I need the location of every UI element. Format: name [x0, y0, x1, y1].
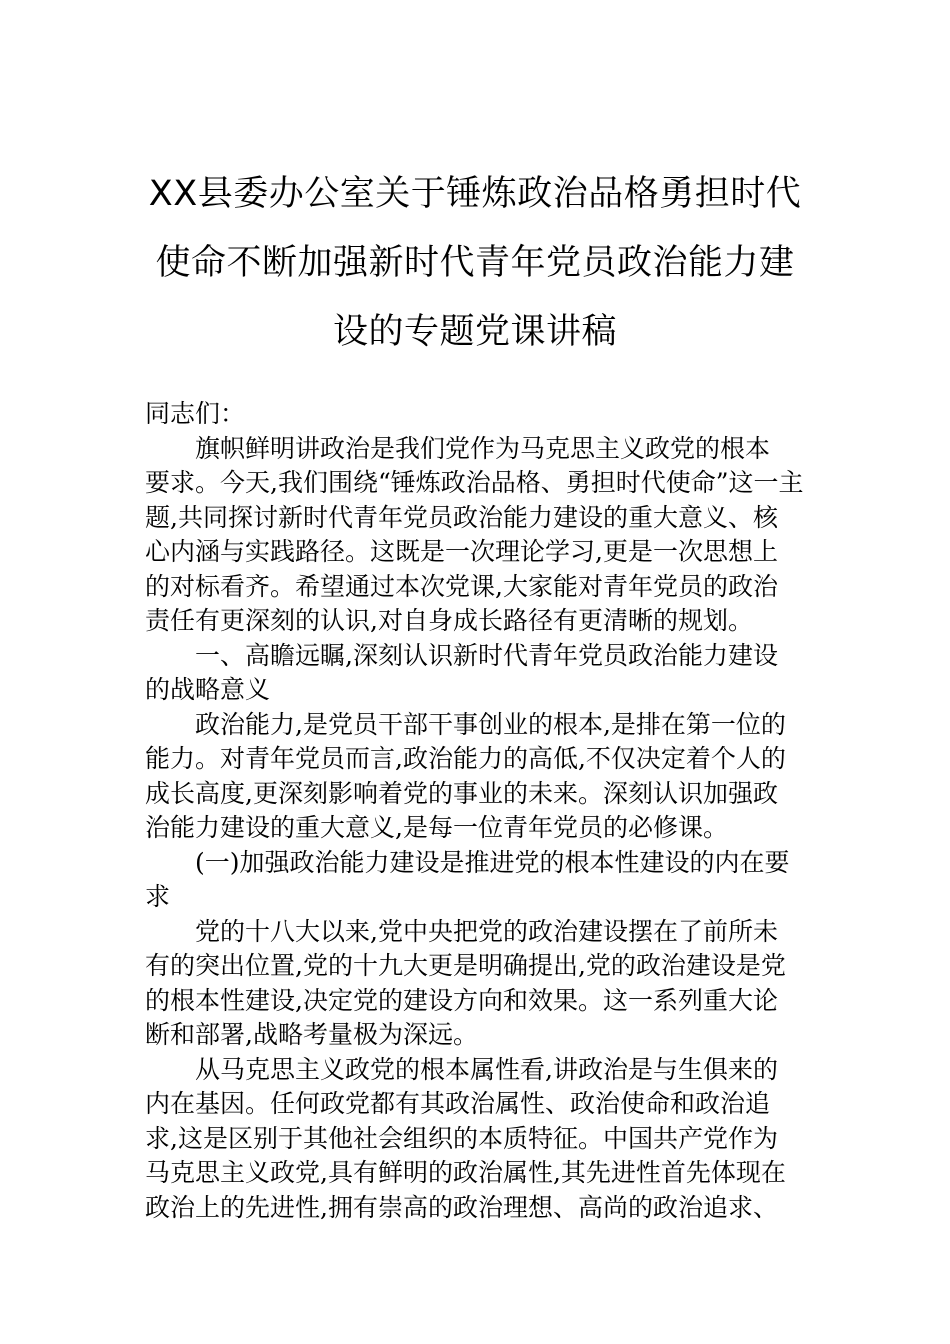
paragraph-line: 从马克思主义政党的根本属性看,讲政治是与生俱来的 [195, 1054, 778, 1084]
paragraph-line: 内在基因。任何政党都有其政治属性、政治使命和政治追 [145, 1089, 771, 1118]
title-line: 设的专题党课讲稿 [332, 312, 617, 352]
section-heading-line: 的战略意义 [145, 675, 271, 704]
paragraph-line: 断和部署,战略考量极为深远。 [145, 1020, 478, 1049]
paragraph-line: 马克思主义政党,具有鲜明的政治属性,其先进性首先体现在 [145, 1158, 786, 1187]
paragraph-line: 政治能力,是党员干部干事创业的根本,是排在第一位的 [195, 709, 786, 739]
salutation: 同志们： [145, 399, 246, 428]
paragraph-line: 政治上的先进性,拥有崇高的政治理想、高尚的政治追求、 [145, 1192, 778, 1222]
subsection-heading-line: 求 [145, 882, 171, 911]
title-line: XX县委办公室关于锤炼政治品格勇担时代 [148, 174, 802, 214]
paragraph-line: 成长高度,更深刻影响着党的事业的未来。深刻认识加强政 [145, 778, 778, 808]
paragraph-line: 责任有更深刻的认识,对自身成长路径有更清晰的规划。 [145, 606, 753, 635]
paragraph-line: 心内涵与实践路径。这既是一次理论学习,更是一次思想上 [145, 537, 778, 566]
paragraph-line: 的根本性建设,决定党的建设方向和效果。这一系列重大论 [145, 985, 778, 1015]
section-heading-line: 一、高瞻远瞩,深刻认识新时代青年党员政治能力建设 [195, 640, 778, 670]
paragraph-line: 的对标看齐。希望通过本次党课,大家能对青年党员的政治 [145, 571, 778, 601]
paragraph-line: 治能力建设的重大意义,是每一位青年党员的必修课。 [145, 813, 728, 842]
paragraph-line: 旗帜鲜明讲政治是我们党作为马克思主义政党的根本 [195, 433, 771, 463]
paragraph-line: 党的十八大以来,党中央把党的政治建设摆在了前所未 [195, 916, 778, 946]
paragraph-line: 有的突出位置,党的十九大更是明确提出,党的政治建设是党 [145, 951, 786, 980]
paragraph-line: 求,这是区别于其他社会组织的本质特征。中国共产党作为 [145, 1123, 778, 1153]
subsection-heading-line: (一)加强政治能力建设是推进党的根本性建设的内在要 [195, 847, 790, 877]
title-line: 使命不断加强新时代青年党员政治能力建 [155, 243, 795, 283]
paragraph-line: 要求。今天,我们围绕“锤炼政治品格、勇担时代使命”这一主 [145, 468, 804, 497]
paragraph-line: 能力。对青年党员而言,政治能力的高低,不仅决定着个人的 [145, 744, 786, 773]
paragraph-line: 题,共同探讨新时代青年党员政治能力建设的重大意义、核 [145, 502, 778, 532]
document-title [140, 160, 810, 367]
document-body [145, 397, 810, 1225]
